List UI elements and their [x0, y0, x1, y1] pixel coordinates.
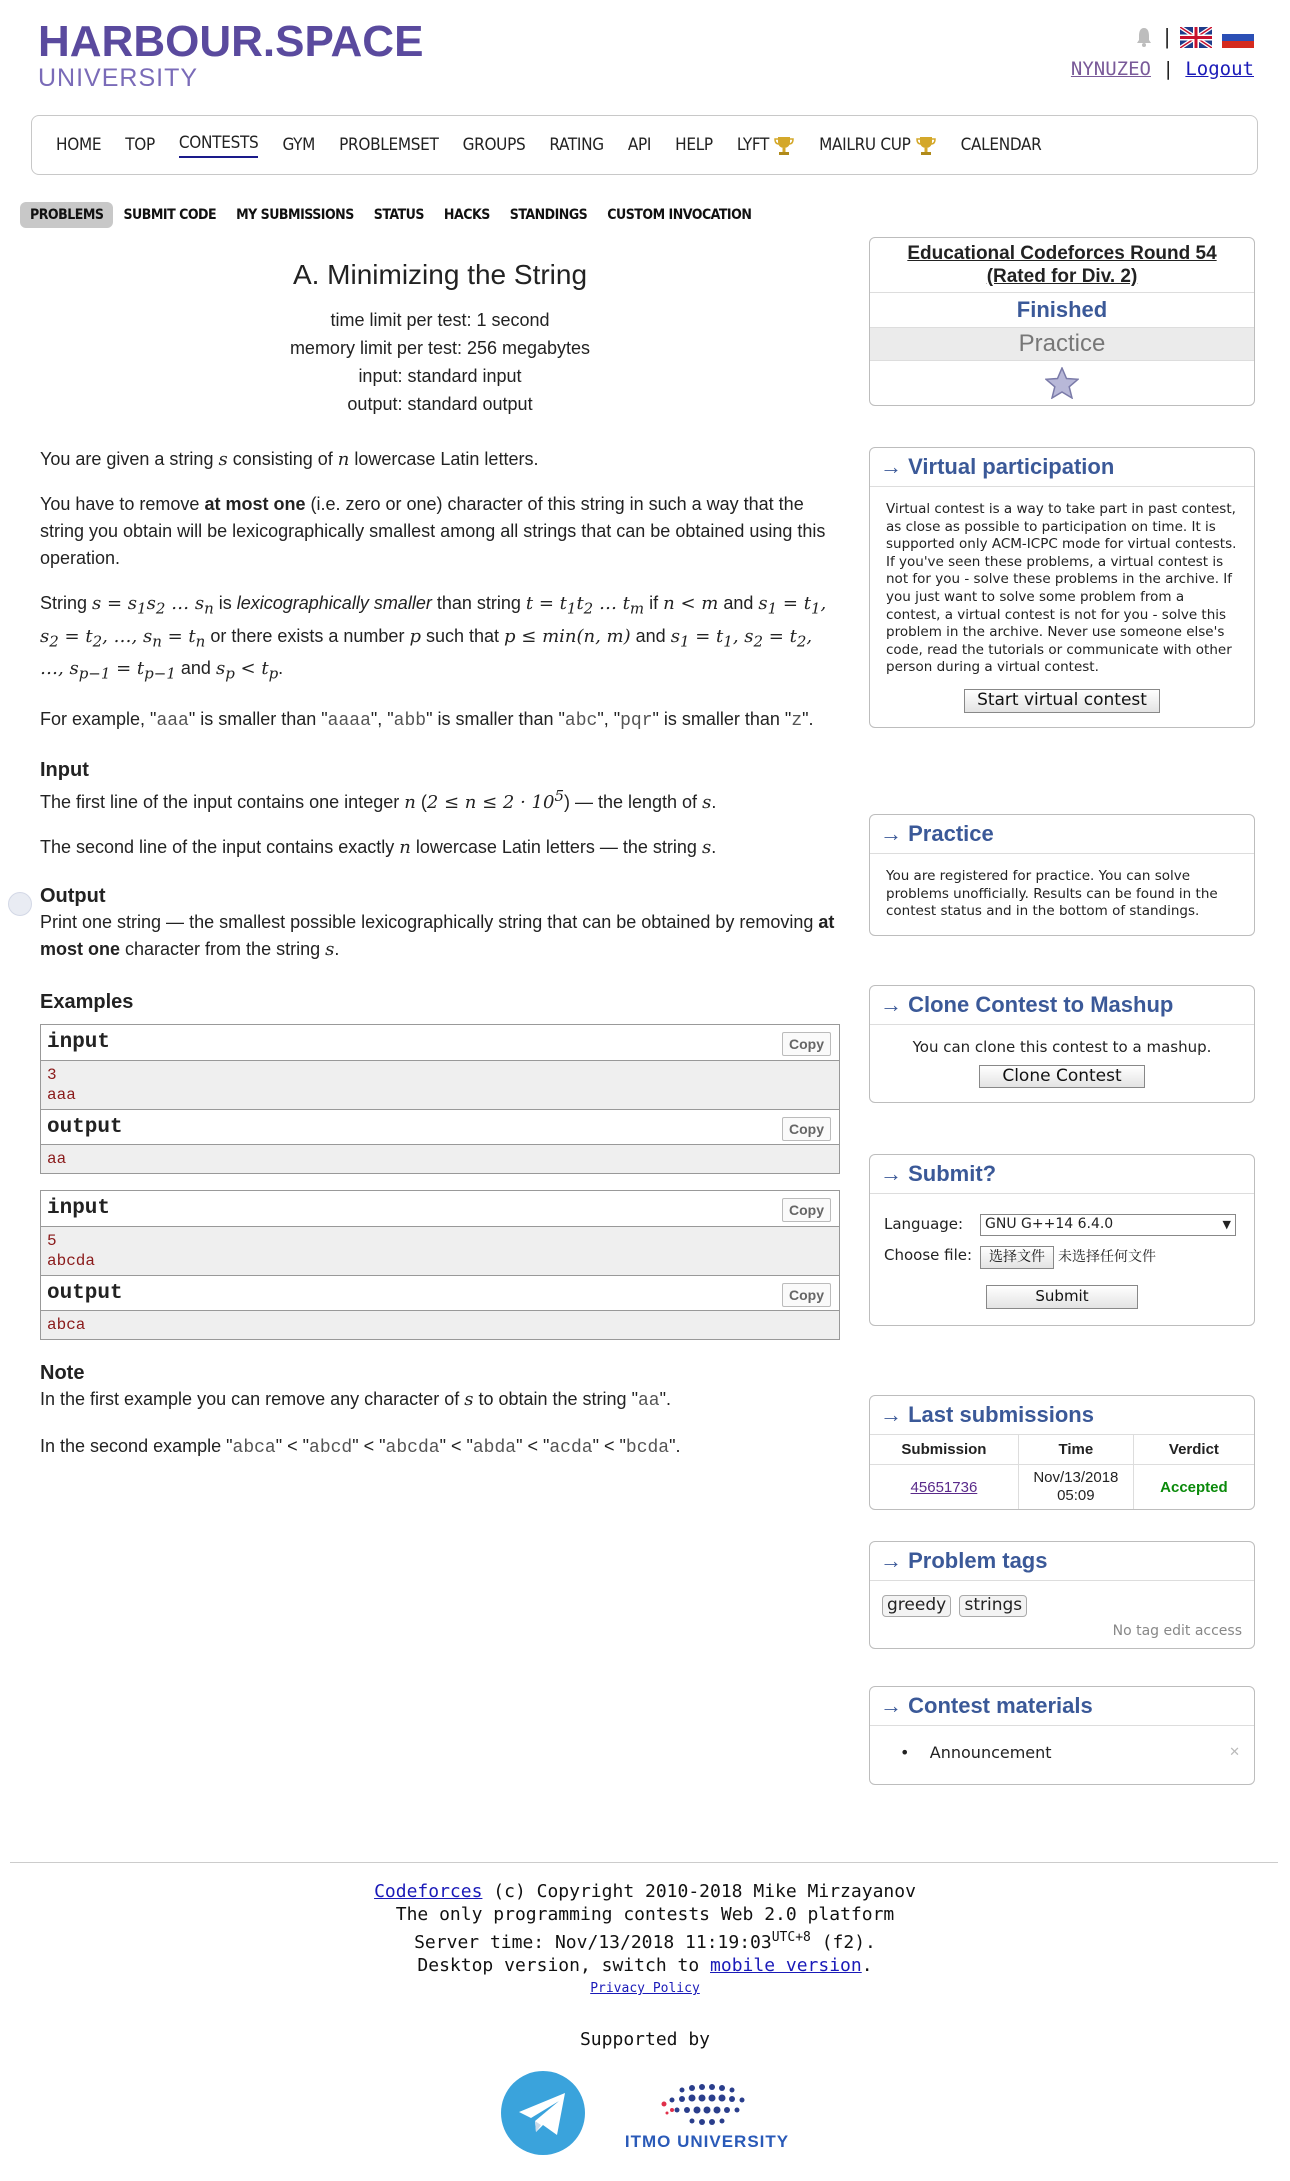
note-paragraph: In the second example "abca" < "abcd" < "abcda" < "abda" < "acda" < "bcda". [40, 1435, 681, 1458]
dropdown-arrow-icon: ▼ [1222, 1218, 1231, 1231]
submit-body [870, 1194, 1254, 1325]
note-paragraph: In the first example you can remove any character of s to obtain the string "aa". [40, 1388, 671, 1411]
column-header: Time [1018, 1435, 1133, 1465]
input-paragraph: The second line of the input contains exactly n lowercase Latin letters — the string s. [40, 836, 717, 858]
menu-label: RATING [549, 135, 604, 155]
logo-subtitle: UNIVERSITY [38, 64, 199, 92]
input-section-title: Input [40, 758, 89, 781]
problem-statement [40, 255, 840, 1462]
submission-link[interactable]: 45651736 [910, 1478, 978, 1496]
note-section-title: Note [40, 1361, 85, 1384]
practice-text: You are registered for practice. You can solve problems unofficially. Results can be found in the contest status and in the bottom of standings. [886, 868, 1218, 920]
virtual-text: Virtual contest is a way to take part in past contest, as close as possible to participation on time. It is supported only ACM-ICPC mode for virtual contests. If you've seen these problems, a virtual contest is not for you - solve these problems in the archive. If you just want to solve some problem from a contest, a virtual contest is not for you - solve this problem in the archive. Never use someone else's code, read the tutorials or communicate with other person during a virtual contest. [886, 501, 1237, 676]
output-file: output: standard output [347, 394, 533, 414]
menu-label: API [627, 135, 652, 155]
menu-item-home[interactable] [56, 135, 101, 155]
tag-edit-note: No tag edit access [1112, 1622, 1242, 1639]
scroll-up-button[interactable] [8, 892, 32, 916]
header-user-area [1071, 22, 1254, 80]
contest-submenu [20, 202, 761, 228]
mobile-version-link[interactable]: mobile version [710, 1955, 862, 1976]
menu-label: TOP [125, 135, 155, 155]
harbour-space-logo[interactable] [38, 17, 424, 92]
menu-item-lyft[interactable] [737, 134, 795, 156]
menu-item-problemset[interactable] [339, 135, 438, 155]
menu-item-contests[interactable] [179, 133, 259, 158]
example-output-header [41, 1275, 839, 1311]
example-line: aaa [47, 1085, 76, 1104]
submit-box [869, 1154, 1255, 1326]
russian-flag-icon[interactable] [1222, 27, 1254, 48]
utc-offset: UTC+8 [771, 1930, 811, 1945]
menu-label: HELP [675, 135, 713, 155]
sponsors [0, 2071, 1290, 2161]
tab-my-submissions[interactable]: MY SUBMISSIONS [236, 207, 354, 223]
example-input-header [41, 1025, 839, 1061]
clone-body [870, 1025, 1254, 1102]
file-label: Choose file: [884, 1245, 973, 1264]
memory-limit: memory limit per test: 256 megabytes [289, 338, 591, 358]
contest-materials-box [869, 1686, 1255, 1785]
column-header: Submission [870, 1435, 1018, 1465]
footer [0, 1880, 1290, 2161]
footer-privacy [0, 1977, 1290, 2000]
example-line: 5 [47, 1231, 57, 1250]
statement-paragraph: You are given a string s consisting of n lowercase Latin letters. [40, 449, 539, 470]
menu-item-calendar[interactable] [961, 135, 1042, 155]
file-picker [980, 1246, 1156, 1270]
example-output-label: output [47, 1115, 123, 1139]
examples-title: Examples [40, 990, 134, 1013]
language-row [884, 1214, 1240, 1236]
virtual-button-row [886, 689, 1238, 713]
round-status: Finished [870, 293, 1254, 328]
trophy-icon [773, 134, 795, 156]
round-name-link[interactable]: Educational Codeforces Round 54 (Rated for Div. 2) [907, 243, 1217, 287]
footer-copyright [0, 1880, 1290, 1903]
tag-strings[interactable]: strings [959, 1595, 1027, 1617]
virtual-title: → Virtual participation [870, 448, 1254, 487]
example-line: abca [47, 1315, 86, 1334]
menu-label: MAILRU CUP [819, 135, 911, 155]
menu-item-help[interactable] [675, 135, 713, 155]
example-input-header [41, 1191, 839, 1227]
last-submissions-box [869, 1395, 1255, 1510]
statement-paragraph: For example, "aaa" is smaller than "aaaa", "abb" is smaller than "abc", "pqr" is smaller than "z". [40, 708, 814, 731]
itmo-dots-icon [652, 2080, 762, 2130]
output-paragraph: Print one string — the smallest possible lexicographically string that can be obtained by removing at most one character from the string s. [40, 911, 835, 960]
example-block [40, 1024, 840, 1174]
submission-time: Nov/13/2018 05:09 [1018, 1465, 1133, 1510]
server-time: Server time: Nov/13/2018 11:19:03 [414, 1932, 772, 1953]
copy-button[interactable]: Copy [782, 1032, 831, 1056]
language-label: Language: [884, 1215, 964, 1233]
trophy-icon [915, 134, 937, 156]
user-separator: | [1162, 58, 1174, 80]
menu-label: LYFT [736, 135, 770, 155]
input-paragraph: The first line of the input contains one integer n $(2 \le n \le 2 \cdot 10^5)$ — the length of s. [40, 786, 717, 813]
menu-label: CONTESTS [178, 132, 259, 153]
copy-button[interactable]: Copy [782, 1117, 831, 1141]
desktop-text: Desktop version, switch to [417, 1955, 711, 1976]
contest-materials-title: → Contest materials [870, 1687, 1254, 1726]
telegram-logo-icon[interactable] [501, 2071, 585, 2161]
tab-custom-invocation[interactable]: CUSTOM INVOCATION [607, 207, 752, 223]
submission-verdict: Accepted [1160, 1478, 1228, 1496]
problem-title: A. Minimizing the String [292, 259, 588, 290]
server-suffix: (f2). [810, 1932, 876, 1953]
statement-paragraph: String $s = s_1s_2$ … $s_n$ is lexicographically smaller than string $t = t_1t_2$ … $t_m$ if n < m and $s_1 = t_1$, $s_2 = t_2$, …, $s_n = t_n$ or there exists a number p such that p ≤ min(n, m) and $s_1 = t_1$, $s_2 = t_2$, …, $s_{p-1} = t_{p-1}$ and $s_p < t_p$. [40, 593, 827, 683]
tab-status[interactable]: STATUS [373, 207, 424, 223]
menu-item-api[interactable] [628, 135, 651, 155]
copyright-text: (c) Copyright 2010-2018 Mike Mirzayanov [482, 1881, 916, 1902]
example-line: 3 [47, 1065, 57, 1084]
footer-divider [10, 1862, 1278, 1863]
menu-item-top[interactable] [125, 135, 155, 155]
practice-box [869, 814, 1255, 936]
copy-button[interactable]: Copy [782, 1283, 831, 1307]
example-block [40, 1190, 840, 1340]
menu-item-rating[interactable] [549, 135, 603, 155]
file-status: 未选择任何文件 [1058, 1248, 1156, 1265]
user-links [1071, 58, 1254, 80]
footer-desktop: Desktop version, switch to mobile version. [417, 1955, 873, 1976]
spacer [40, 1174, 840, 1190]
time-limit: time limit per test: 1 second [330, 310, 550, 330]
header-separator: | [1164, 24, 1170, 49]
submit-button[interactable]: Submit [986, 1285, 1137, 1309]
tab-problems[interactable]: PROBLEMS [20, 202, 113, 228]
table-header-row [870, 1435, 1254, 1465]
virtual-participation-box [869, 447, 1255, 728]
submit-button-row [884, 1285, 1240, 1309]
language-value: GNU G++14 6.4.0 [985, 1216, 1114, 1232]
example-input-label: input [47, 1030, 111, 1054]
round-info-box [869, 237, 1255, 406]
privacy-policy-link[interactable]: Privacy Policy [590, 1981, 700, 1996]
menu-item-gym[interactable] [282, 135, 315, 155]
menu-item-mailru-cup[interactable] [819, 134, 936, 156]
example-line: abcda [47, 1251, 96, 1270]
tab-submit-code[interactable]: SUBMIT CODE [123, 207, 217, 223]
tab-standings[interactable]: STANDINGS [509, 207, 588, 223]
round-mode: Practice [870, 328, 1254, 361]
menu-item-groups[interactable] [463, 135, 526, 155]
last-submissions-title: → Last submissions [870, 1396, 1254, 1435]
clone-button-row [886, 1065, 1238, 1089]
material-label: Announcement [929, 1743, 1052, 1762]
submissions-table [870, 1435, 1254, 1509]
clone-title: → Clone Contest to Mashup [870, 986, 1254, 1025]
supported-by: Supported by [579, 2029, 711, 2050]
footer-server-time [0, 1926, 1290, 1954]
clone-contest-box [869, 985, 1255, 1103]
main-menu [31, 115, 1258, 175]
example-output-label: output [47, 1281, 123, 1305]
menu-label: HOME [56, 135, 102, 155]
virtual-body [870, 487, 1254, 727]
logout-link[interactable]: Logout [1185, 58, 1254, 80]
tag-greedy[interactable]: greedy [882, 1595, 951, 1617]
copy-button[interactable]: Copy [782, 1198, 831, 1222]
start-virtual-contest-button[interactable]: Start virtual contest [964, 689, 1160, 713]
language-select[interactable] [980, 1214, 1236, 1236]
language-row [1071, 22, 1254, 52]
menu-label: PROBLEMSET [339, 135, 439, 155]
clone-contest-button[interactable]: Clone Contest [979, 1065, 1144, 1089]
example-input [41, 1061, 839, 1109]
statement-paragraph: You have to remove at most one (i.e. zero or one) character of this string in such a way that the string you obtain will be lexicographically smallest among all strings that can be obtained using this operation. [40, 494, 826, 568]
close-icon[interactable]: ✕ [1229, 1745, 1240, 1760]
column-header: Verdict [1133, 1435, 1254, 1465]
logo-title: HARBOUR.SPACE [38, 17, 424, 66]
menu-label: CALENDAR [960, 135, 1042, 155]
round-star[interactable] [870, 361, 1254, 405]
example-output [41, 1145, 839, 1173]
table-row [870, 1465, 1254, 1510]
menu-label: GROUPS [462, 135, 526, 155]
tab-hacks[interactable]: HACKS [443, 207, 490, 223]
profile-link[interactable]: NYNUZEO [1070, 58, 1151, 80]
materials-body [870, 1726, 1254, 1784]
problem-tags-box [869, 1541, 1255, 1649]
practice-title: → Practice [870, 815, 1254, 854]
choose-file-button[interactable]: 选择文件 [980, 1246, 1054, 1270]
problem-limits [40, 306, 840, 418]
example-output-header [41, 1109, 839, 1145]
english-flag-icon[interactable] [1180, 27, 1212, 48]
material-announcement[interactable]: • Announcement [900, 1743, 1052, 1762]
example-input [41, 1227, 839, 1275]
problem-tags-title: → Problem tags [870, 1542, 1254, 1581]
clone-text: You can clone this contest to a mashup. [912, 1038, 1212, 1056]
example-input-label: input [47, 1196, 111, 1220]
footer-tagline: The only programming contests Web 2.0 platform [395, 1904, 895, 1925]
input-file: input: standard input [358, 366, 522, 386]
star-icon [1045, 367, 1079, 399]
example-line: aa [47, 1149, 67, 1168]
tags-body [870, 1581, 1254, 1648]
menu-label: GYM [282, 135, 316, 155]
submit-title: → Submit? [870, 1155, 1254, 1194]
example-output [41, 1311, 839, 1339]
output-section-title: Output [40, 884, 106, 907]
list-item [900, 1744, 1240, 1762]
codeforces-link[interactable]: Codeforces [374, 1881, 483, 1902]
bell-icon[interactable] [1134, 26, 1154, 48]
round-name[interactable] [870, 238, 1254, 293]
itmo-label: ITMO UNIVERSITY [624, 2131, 790, 2151]
itmo-logo[interactable] [625, 2080, 789, 2153]
file-row [884, 1246, 1240, 1270]
